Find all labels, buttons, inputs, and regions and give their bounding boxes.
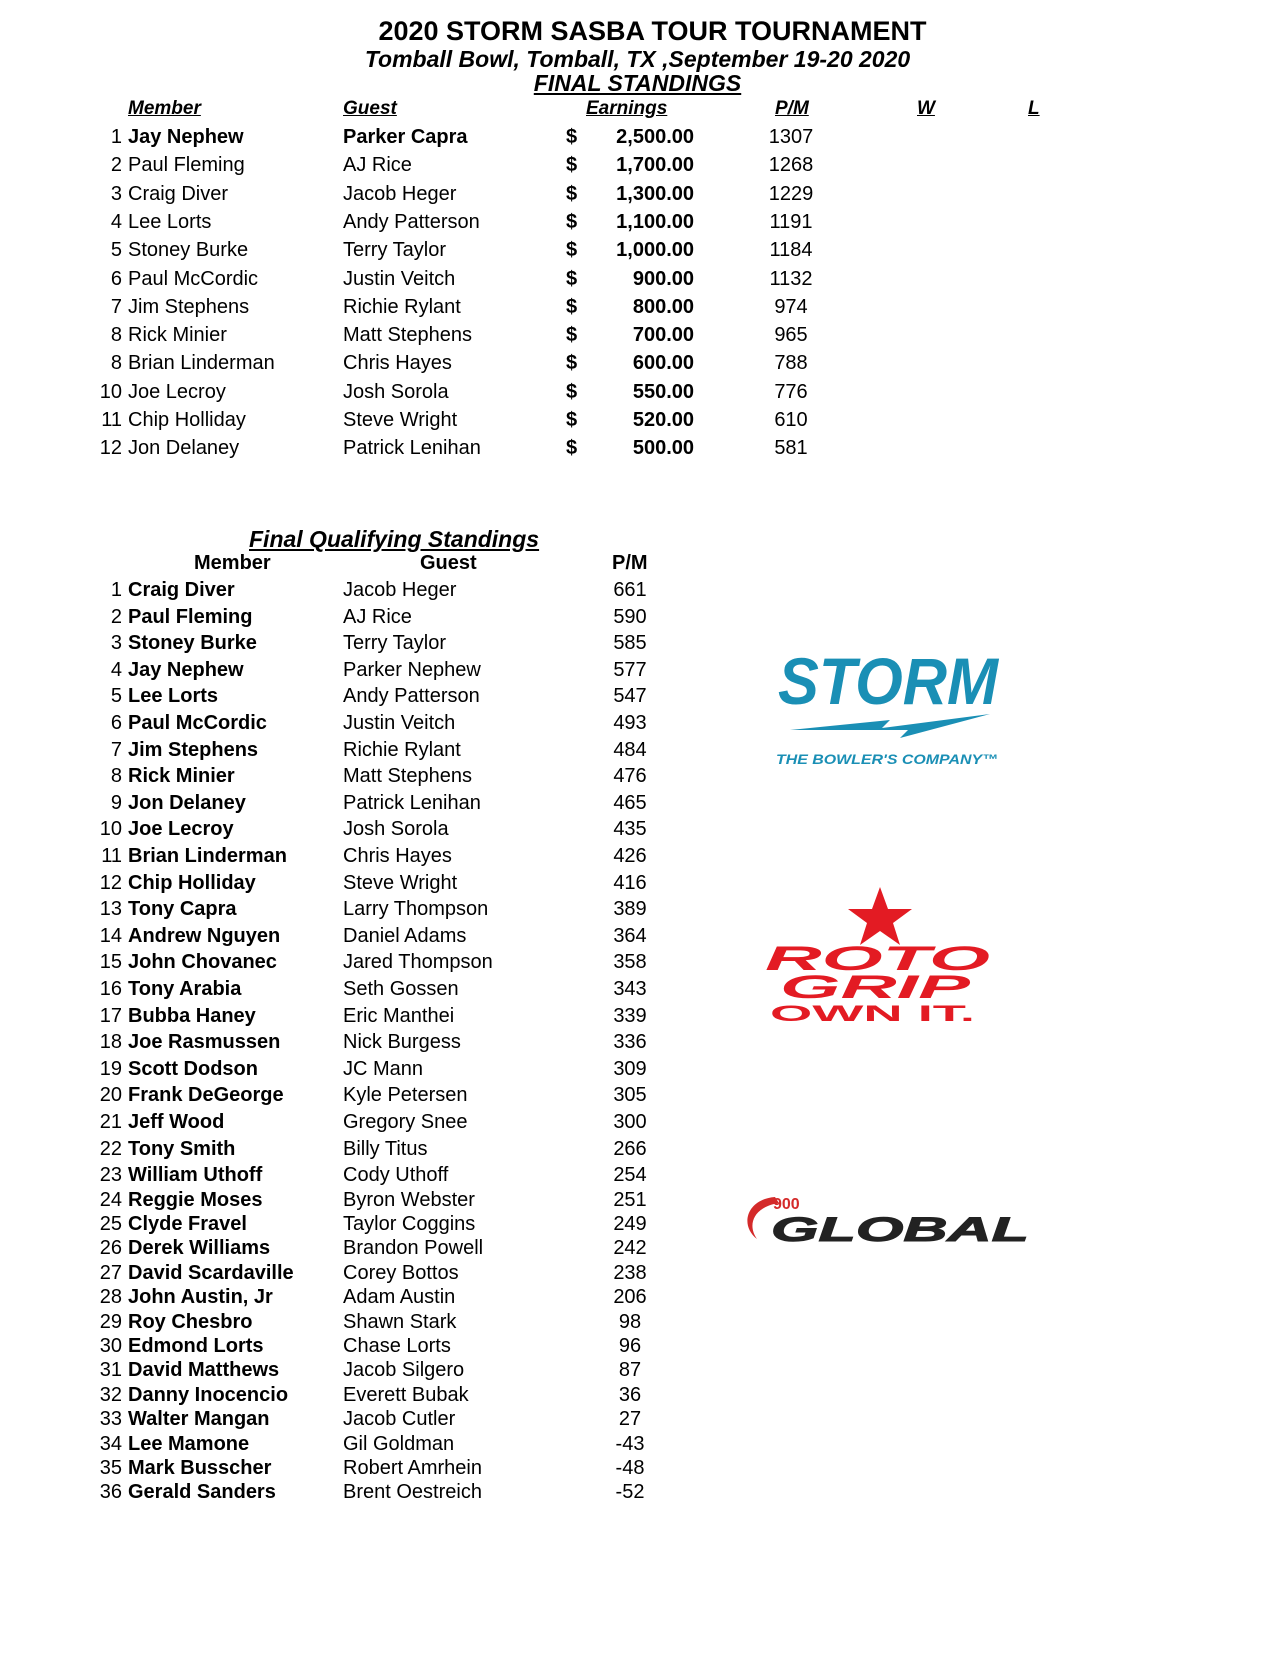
qual-guest: Robert Amrhein (343, 1457, 482, 1479)
qual-member: Jon Delaney (128, 791, 246, 814)
qual-rank: 12 (99, 871, 122, 894)
qual-guest: Taylor Coggins (343, 1213, 476, 1235)
qualifying-row (0, 1457, 1275, 1481)
global-prefix: 900 (773, 1196, 800, 1213)
qual-rank: 5 (110, 685, 122, 708)
qual-rank: 31 (99, 1359, 122, 1382)
qual-pm: 339 (613, 1004, 647, 1027)
qualifying-row (0, 712, 1275, 736)
final-dollar: $ (566, 210, 578, 233)
qual-pm: -43 (615, 1432, 645, 1455)
qual-guest: Chase Lorts (343, 1335, 451, 1357)
final-earnings: 1,300.00 (616, 182, 694, 205)
qual-pm: 242 (613, 1237, 647, 1260)
qual-rank: 29 (99, 1310, 122, 1333)
qual-member: Roy Chesbro (128, 1310, 253, 1333)
event-location: Tomball Bowl, Tomball, TX ,September 19-20 2020 (364, 46, 911, 72)
qual-rank: 23 (99, 1164, 122, 1187)
final-dollar: $ (566, 239, 578, 262)
final-pm: 1229 (768, 182, 814, 205)
qual-guest: Richie Rylant (343, 738, 461, 761)
qualifying-row (0, 1164, 1275, 1188)
qual-pm: 484 (613, 738, 647, 761)
qual-guest: Corey Bottos (343, 1261, 459, 1284)
qual-member: Walter Mangan (128, 1408, 270, 1431)
final-pm: 1191 (769, 210, 813, 233)
final-guest: Justin Veitch (343, 267, 456, 290)
final-standings-row (0, 296, 1275, 324)
final-pm: 1132 (769, 267, 813, 290)
qual-guest: Gil Goldman (343, 1432, 455, 1455)
qual-guest: Brandon Powell (343, 1237, 484, 1260)
qual-pm: 426 (613, 845, 647, 867)
qual-rank: 24 (99, 1188, 122, 1211)
qual-rank: 14 (99, 924, 122, 947)
final-guest: Steve Wright (343, 409, 458, 431)
star-icon (848, 887, 912, 945)
qual-member: Paul Fleming (128, 605, 253, 628)
qual-rank: 32 (99, 1383, 122, 1406)
qual-guest: Josh Sorola (343, 818, 449, 841)
final-member: Lee Lorts (128, 210, 212, 233)
final-member: Joe Lecroy (128, 380, 226, 403)
final-earnings: 1,100.00 (616, 210, 694, 233)
qual-rank: 26 (99, 1237, 122, 1260)
qualifying-row (0, 1311, 1275, 1335)
qualifying-row (0, 632, 1275, 656)
qual-pm: 585 (613, 632, 647, 655)
storm-logo (770, 640, 1020, 770)
qual-pm: 300 (613, 1111, 647, 1133)
qualifying-row (0, 978, 1275, 1002)
qual-member: David Scardaville (128, 1261, 294, 1284)
qualifying-row (0, 1433, 1275, 1457)
qualifying-row (0, 739, 1275, 763)
final-member: Jay Nephew (128, 126, 244, 148)
qualifying-row (0, 1237, 1275, 1261)
qual-rank: 35 (99, 1457, 122, 1479)
final-pm: 581 (774, 437, 808, 460)
qual-pm: 238 (613, 1261, 647, 1284)
qual-pm: 251 (613, 1188, 647, 1211)
qual-guest: JC Mann (343, 1057, 424, 1080)
qual-rank: 18 (99, 1031, 122, 1054)
qual-guest: Jared Thompson (343, 951, 493, 974)
qual-rank: 15 (99, 951, 122, 974)
qualifying-row (0, 1005, 1275, 1029)
qual-pm: 249 (613, 1213, 647, 1235)
qual-member: Paul McCordic (128, 712, 267, 734)
final-standings-row (0, 183, 1275, 211)
final-guest: Patrick Lenihan (343, 437, 481, 460)
qualifying-row (0, 1384, 1275, 1408)
qual-pm: 416 (613, 871, 647, 894)
qual-guest: Brent Oestreich (343, 1481, 482, 1504)
rotogrip-logo-graphic (760, 885, 1000, 1025)
qualifying-row (0, 1084, 1275, 1108)
final-member: Paul Fleming (128, 154, 245, 177)
qual-pm: 309 (613, 1057, 647, 1080)
qual-member: Brian Linderman (128, 845, 287, 867)
qual-pm: 389 (613, 898, 647, 921)
qual-member: Jim Stephens (128, 738, 259, 761)
qual-pm: 435 (613, 818, 647, 841)
qual-rank: 11 (101, 845, 122, 867)
final-dollar: $ (566, 182, 578, 205)
qualifying-row (0, 1335, 1275, 1359)
final-guest: Richie Rylant (343, 295, 461, 318)
qual-member: David Matthews (128, 1359, 280, 1382)
final-dollar: $ (566, 126, 578, 148)
qualifying-row (0, 1189, 1275, 1213)
final-pm: 610 (774, 409, 808, 431)
qual-guest: Cody Uthoff (343, 1164, 449, 1187)
col-guest: Guest (343, 98, 397, 119)
qualifying-row (0, 685, 1275, 709)
qual-rank: 25 (99, 1213, 122, 1235)
final-pm: 965 (774, 324, 808, 347)
qualifying-row (0, 1138, 1275, 1162)
qualifying-row (0, 818, 1275, 842)
qual-pm: 36 (618, 1383, 642, 1406)
qual-pm: 27 (618, 1408, 642, 1431)
final-guest: Josh Sorola (343, 380, 449, 403)
final-rank: 8 (110, 352, 122, 375)
final-earnings: 2,500.00 (616, 126, 694, 148)
final-earnings: 700.00 (632, 324, 694, 347)
qual-member: Frank DeGeorge (128, 1084, 284, 1107)
qualifying-row (0, 1058, 1275, 1082)
qual-pm: 493 (613, 712, 647, 734)
qualifying-title: Final Qualifying Standings (249, 526, 540, 552)
final-rank: 10 (99, 380, 122, 403)
qual-rank: 27 (99, 1261, 122, 1284)
qcol-pm: P/M (612, 552, 648, 574)
rotogrip-tagline: OWN IT. (770, 1001, 975, 1025)
final-earnings: 600.00 (632, 352, 694, 375)
qual-rank: 3 (110, 632, 122, 655)
qual-rank: 36 (99, 1481, 122, 1504)
qual-pm: 343 (613, 978, 647, 1000)
qual-member: Derek Williams (128, 1237, 271, 1260)
qualifying-row (0, 606, 1275, 630)
qual-rank: 9 (110, 791, 122, 814)
qual-rank: 6 (110, 712, 122, 734)
qual-member: Tony Smith (128, 1137, 236, 1160)
qual-guest: Chris Hayes (343, 845, 452, 867)
qual-guest: Adam Austin (343, 1286, 456, 1309)
qual-rank: 7 (110, 738, 122, 761)
qualifying-row (0, 951, 1275, 975)
qual-member: Rick Minier (128, 765, 235, 788)
qual-pm: 336 (613, 1031, 647, 1054)
col-pm: P/M (775, 98, 809, 119)
qualifying-row (0, 1031, 1275, 1055)
qual-member: Gerald Sanders (128, 1481, 276, 1504)
qualifying-row (0, 792, 1275, 816)
qualifying-row (0, 765, 1275, 789)
qual-pm: 465 (613, 791, 647, 814)
final-standings-row (0, 154, 1275, 182)
final-rank: 12 (99, 437, 122, 460)
final-rank: 5 (110, 239, 122, 262)
qual-member: Lee Mamone (128, 1432, 250, 1455)
rotogrip-line1: ROTO (765, 940, 990, 978)
final-earnings: 500.00 (632, 437, 694, 460)
qual-pm: 266 (613, 1137, 647, 1160)
qual-member: Lee Lorts (128, 685, 219, 708)
final-standings-row (0, 239, 1275, 267)
final-pm: 1268 (768, 154, 814, 177)
qual-pm: 590 (613, 605, 647, 628)
final-pm: 974 (774, 295, 808, 318)
final-rank: 11 (101, 409, 122, 431)
final-earnings: 800.00 (632, 295, 694, 318)
qual-guest: Kyle Petersen (343, 1084, 468, 1107)
qual-guest: Byron Webster (343, 1188, 475, 1211)
qualifying-row (0, 579, 1275, 603)
qual-guest: Eric Manthei (343, 1004, 455, 1027)
qual-guest: AJ Rice (343, 605, 412, 628)
final-rank: 2 (110, 154, 122, 177)
qual-pm: 358 (613, 951, 647, 974)
qual-rank: 34 (99, 1432, 122, 1455)
final-member: Jim Stephens (128, 295, 250, 318)
qual-rank: 17 (99, 1004, 122, 1027)
qual-rank: 16 (99, 978, 122, 1000)
storm-logo-graphic (770, 640, 1020, 770)
final-pm: 1307 (768, 126, 814, 148)
final-earnings: 550.00 (632, 380, 694, 403)
final-dollar: $ (566, 380, 578, 403)
final-standings-row (0, 324, 1275, 352)
qual-member: Scott Dodson (128, 1057, 258, 1080)
qual-member: Bubba Haney (128, 1004, 256, 1027)
qual-guest: Patrick Lenihan (343, 791, 481, 814)
qualifying-row (0, 1286, 1275, 1310)
final-standings-row (0, 126, 1275, 154)
qual-rank: 10 (99, 818, 122, 841)
storm-wordmark: STORM (778, 644, 1000, 718)
qual-guest: Nick Burgess (343, 1031, 461, 1054)
final-guest: Andy Patterson (343, 210, 480, 233)
qual-pm: -48 (615, 1457, 645, 1479)
qual-guest: Parker Nephew (343, 658, 481, 681)
final-rank: 4 (110, 210, 122, 233)
qual-guest: Shawn Stark (343, 1310, 457, 1333)
qual-pm: -52 (615, 1481, 645, 1504)
final-standings-row (0, 211, 1275, 239)
qual-pm: 577 (613, 658, 647, 681)
qualifying-row (0, 1262, 1275, 1286)
final-guest: Terry Taylor (343, 239, 446, 262)
qual-rank: 4 (110, 658, 122, 681)
qual-guest: Jacob Silgero (343, 1359, 465, 1382)
final-standings-row (0, 381, 1275, 409)
final-dollar: $ (566, 267, 578, 290)
qual-pm: 661 (613, 579, 647, 601)
qual-guest: Steve Wright (343, 871, 458, 894)
qual-member: John Chovanec (128, 951, 277, 974)
global-logo (735, 1185, 1035, 1255)
qcol-guest: Guest (420, 552, 477, 574)
col-w: W (917, 98, 935, 119)
final-earnings: 520.00 (632, 409, 694, 431)
final-member: Paul McCordic (128, 267, 259, 290)
final-rank: 3 (110, 182, 122, 205)
qual-member: John Austin, Jr (128, 1286, 273, 1309)
qual-guest: Jacob Cutler (343, 1408, 456, 1431)
qual-pm: 305 (613, 1084, 647, 1107)
qual-pm: 364 (613, 924, 647, 947)
qual-member: Clyde Fravel (128, 1213, 247, 1235)
qual-guest: Jacob Heger (343, 579, 457, 601)
qual-member: Tony Capra (128, 898, 237, 921)
qualifying-row (0, 1481, 1275, 1505)
qual-pm: 87 (618, 1359, 642, 1382)
qual-member: William Uthoff (128, 1164, 263, 1187)
qualifying-row (0, 1359, 1275, 1383)
qual-member: Edmond Lorts (128, 1335, 264, 1357)
final-earnings: 1,000.00 (616, 239, 694, 262)
final-member: Brian Linderman (128, 352, 275, 375)
final-member: Craig Diver (128, 182, 229, 205)
final-guest: Parker Capra (343, 126, 468, 148)
qual-member: Chip Holliday (128, 871, 256, 894)
page-title: 2020 STORM SASBA TOUR TOURNAMENT (378, 16, 927, 46)
final-standings-row (0, 409, 1275, 437)
col-earnings: Earnings (586, 98, 668, 119)
qualifying-row (0, 845, 1275, 869)
qual-rank: 13 (99, 898, 122, 921)
final-rank: 8 (110, 324, 122, 347)
final-earnings: 900.00 (632, 267, 694, 290)
final-guest: Matt Stephens (343, 324, 472, 347)
final-standings-row (0, 437, 1275, 465)
qual-pm: 206 (613, 1286, 647, 1309)
qualifying-row (0, 898, 1275, 922)
qual-member: Andrew Nguyen (128, 924, 281, 947)
qual-member: Jeff Wood (128, 1111, 225, 1133)
rotogrip-line2: GRIP (780, 969, 972, 1005)
qualifying-row (0, 659, 1275, 683)
qualifying-row (0, 1111, 1275, 1135)
final-pm: 1184 (769, 239, 813, 262)
qual-guest: Justin Veitch (343, 712, 456, 734)
qual-rank: 33 (99, 1408, 122, 1431)
final-pm: 776 (774, 380, 808, 403)
qual-pm: 98 (618, 1310, 642, 1333)
qual-member: Jay Nephew (128, 658, 244, 681)
qual-pm: 254 (613, 1164, 647, 1187)
final-rank: 7 (110, 295, 122, 318)
final-member: Stoney Burke (128, 239, 249, 262)
col-l: L (1028, 98, 1040, 119)
qual-rank: 30 (99, 1335, 122, 1357)
qual-guest: Seth Gossen (343, 978, 459, 1000)
final-earnings: 1,700.00 (616, 154, 694, 177)
final-standings-row (0, 268, 1275, 296)
qual-guest: Everett Bubak (343, 1383, 469, 1406)
global-logo-graphic (735, 1185, 1035, 1255)
qual-member: Craig Diver (128, 579, 235, 601)
final-dollar: $ (566, 295, 578, 318)
qual-guest: Larry Thompson (343, 898, 489, 921)
final-dollar: $ (566, 154, 578, 177)
final-standings-row (0, 352, 1275, 380)
qual-member: Reggie Moses (128, 1188, 263, 1211)
col-member: Member (128, 98, 201, 119)
qual-rank: 20 (99, 1084, 122, 1107)
qualifying-row (0, 925, 1275, 949)
final-rank: 1 (110, 126, 122, 148)
qcol-member: Member (194, 552, 271, 574)
qual-pm: 547 (613, 685, 647, 708)
qual-rank: 8 (110, 765, 122, 788)
final-member: Jon Delaney (128, 437, 240, 460)
qual-member: Joe Lecroy (128, 818, 234, 841)
qualifying-row (0, 872, 1275, 896)
qual-member: Danny Inocencio (128, 1383, 289, 1406)
qual-member: Joe Rasmussen (128, 1031, 281, 1054)
qual-member: Mark Busscher (128, 1457, 272, 1479)
final-guest: AJ Rice (343, 154, 412, 177)
qual-rank: 19 (99, 1057, 122, 1080)
final-dollar: $ (566, 409, 578, 431)
qual-member: Stoney Burke (128, 632, 257, 655)
final-dollar: $ (566, 352, 578, 375)
qual-guest: Andy Patterson (343, 685, 480, 708)
qual-guest: Daniel Adams (343, 924, 467, 947)
section-title: FINAL STANDINGS (533, 70, 742, 96)
qual-member: Tony Arabia (128, 978, 242, 1000)
qual-rank: 28 (99, 1286, 122, 1309)
qual-rank: 21 (99, 1111, 122, 1133)
qual-guest: Billy Titus (343, 1137, 428, 1160)
final-rank: 6 (110, 267, 122, 290)
qual-guest: Terry Taylor (343, 632, 446, 655)
final-pm: 788 (774, 352, 808, 375)
storm-tagline: THE BOWLER'S COMPANY™ (776, 751, 998, 767)
final-guest: Chris Hayes (343, 352, 452, 375)
qual-pm: 476 (613, 765, 647, 788)
final-dollar: $ (566, 437, 578, 460)
final-dollar: $ (566, 324, 578, 347)
global-wordmark: GLOBAL (771, 1211, 1029, 1249)
final-member: Rick Minier (128, 324, 227, 347)
qualifying-row (0, 1408, 1275, 1432)
rotogrip-logo (760, 885, 1000, 1025)
qual-rank: 1 (110, 579, 122, 601)
qualifying-row (0, 1213, 1275, 1237)
qual-rank: 22 (99, 1137, 122, 1160)
qual-rank: 2 (110, 605, 122, 628)
final-guest: Jacob Heger (343, 182, 457, 205)
qual-pm: 96 (618, 1335, 642, 1357)
final-member: Chip Holliday (128, 409, 246, 431)
qual-guest: Matt Stephens (343, 765, 472, 788)
qual-guest: Gregory Snee (343, 1111, 468, 1133)
